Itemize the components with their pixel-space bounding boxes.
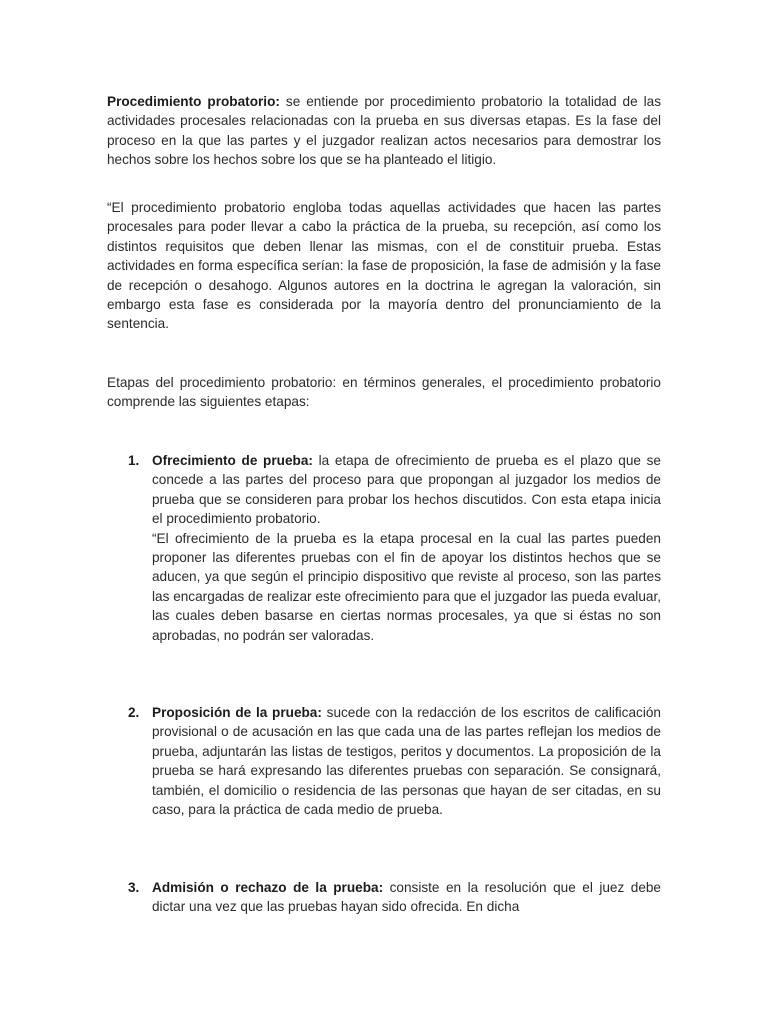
stage-text: sucede con la redacción de los escritos de calificación provisional o de acusación en las que cada una de las partes reflejan los medios de prueba, adjuntarán las listas de testigos, peritos y documentos. La proposición de la prueba se hará expresando las diferentes pruebas con separación. Se consignará, también, el domicilio o residencia de las personas que hayan de ser citadas, en su caso, para la práctica de cada medio de prueba. (152, 705, 661, 818)
stage-term: Ofrecimiento de prueba: (152, 453, 313, 468)
intro-term: Procedimiento probatorio: (107, 94, 280, 109)
stage-description (152, 703, 661, 819)
stage-term: Admisión o rechazo de la prueba: (152, 880, 384, 895)
intro-text: se entiende por procedimiento probatorio la totalidad de las actividades procesales relacionadas con la prueba en sus diversas etapas. Es la fase del proceso en la que las partes y el juzgador realizan actos necesarios para demostrar los hechos sobre los hechos sobre los que se ha planteado el litigio. (107, 94, 661, 168)
stage-item-1 (128, 451, 661, 645)
stage-item-3 (128, 878, 661, 917)
stage-quote: “El ofrecimiento de la prueba es la etapa procesal en la cual las partes pueden proponer las diferentes pruebas con el fin de apoyar los distintos hechos que se aducen, ya que según el principio dispositivo que reviste al proceso, son las partes las encargadas de realizar este ofrecimiento para que el juzgador las pueda evaluar, las cuales deben basarse en ciertas normas procesales, ya que si éstas no son aprobadas, no podrán ser valoradas. (152, 530, 661, 643)
stage-description (152, 451, 661, 529)
intro-paragraph (107, 92, 661, 170)
stage-number: 2. (128, 705, 140, 720)
stage-item-2 (128, 703, 661, 819)
stage-description (152, 878, 661, 917)
stage-text: consiste en la resolución que el juez debe dictar una vez que las pruebas hayan sido ofrecida. En dicha (152, 880, 661, 915)
stages-intro-paragraph: Etapas del procedimiento probatorio: en términos generales, el procedimiento probatorio comprende las siguientes etapas: (107, 375, 661, 410)
stage-text: la etapa de ofrecimiento de prueba es el plazo que se concede a las partes del proceso para que propongan al juzgador los medios de prueba que se consideren para probar los hechos discutidos. Con esta etapa inicia el procedimiento probatorio. (152, 453, 661, 527)
stage-term: Proposición de la prueba: (152, 705, 322, 720)
quote-paragraph: “El procedimiento probatorio engloba todas aquellas actividades que hacen las partes procesales para poder llevar a cabo la práctica de la prueba, su recepción, así como los distintos requisitos que deben llenar las mismas, con el de constituir prueba. Estas actividades en forma específica serían: la fase de proposición, la fase de admisión y la fase de recepción o desahogo. Algunos autores en la doctrina le agregan la valoración, sin embargo esta fase es considerada por la mayoría dentro del pronunciamiento de la sentencia. (107, 200, 661, 332)
stage-number: 3. (128, 880, 140, 895)
stage-number: 1. (128, 453, 140, 468)
